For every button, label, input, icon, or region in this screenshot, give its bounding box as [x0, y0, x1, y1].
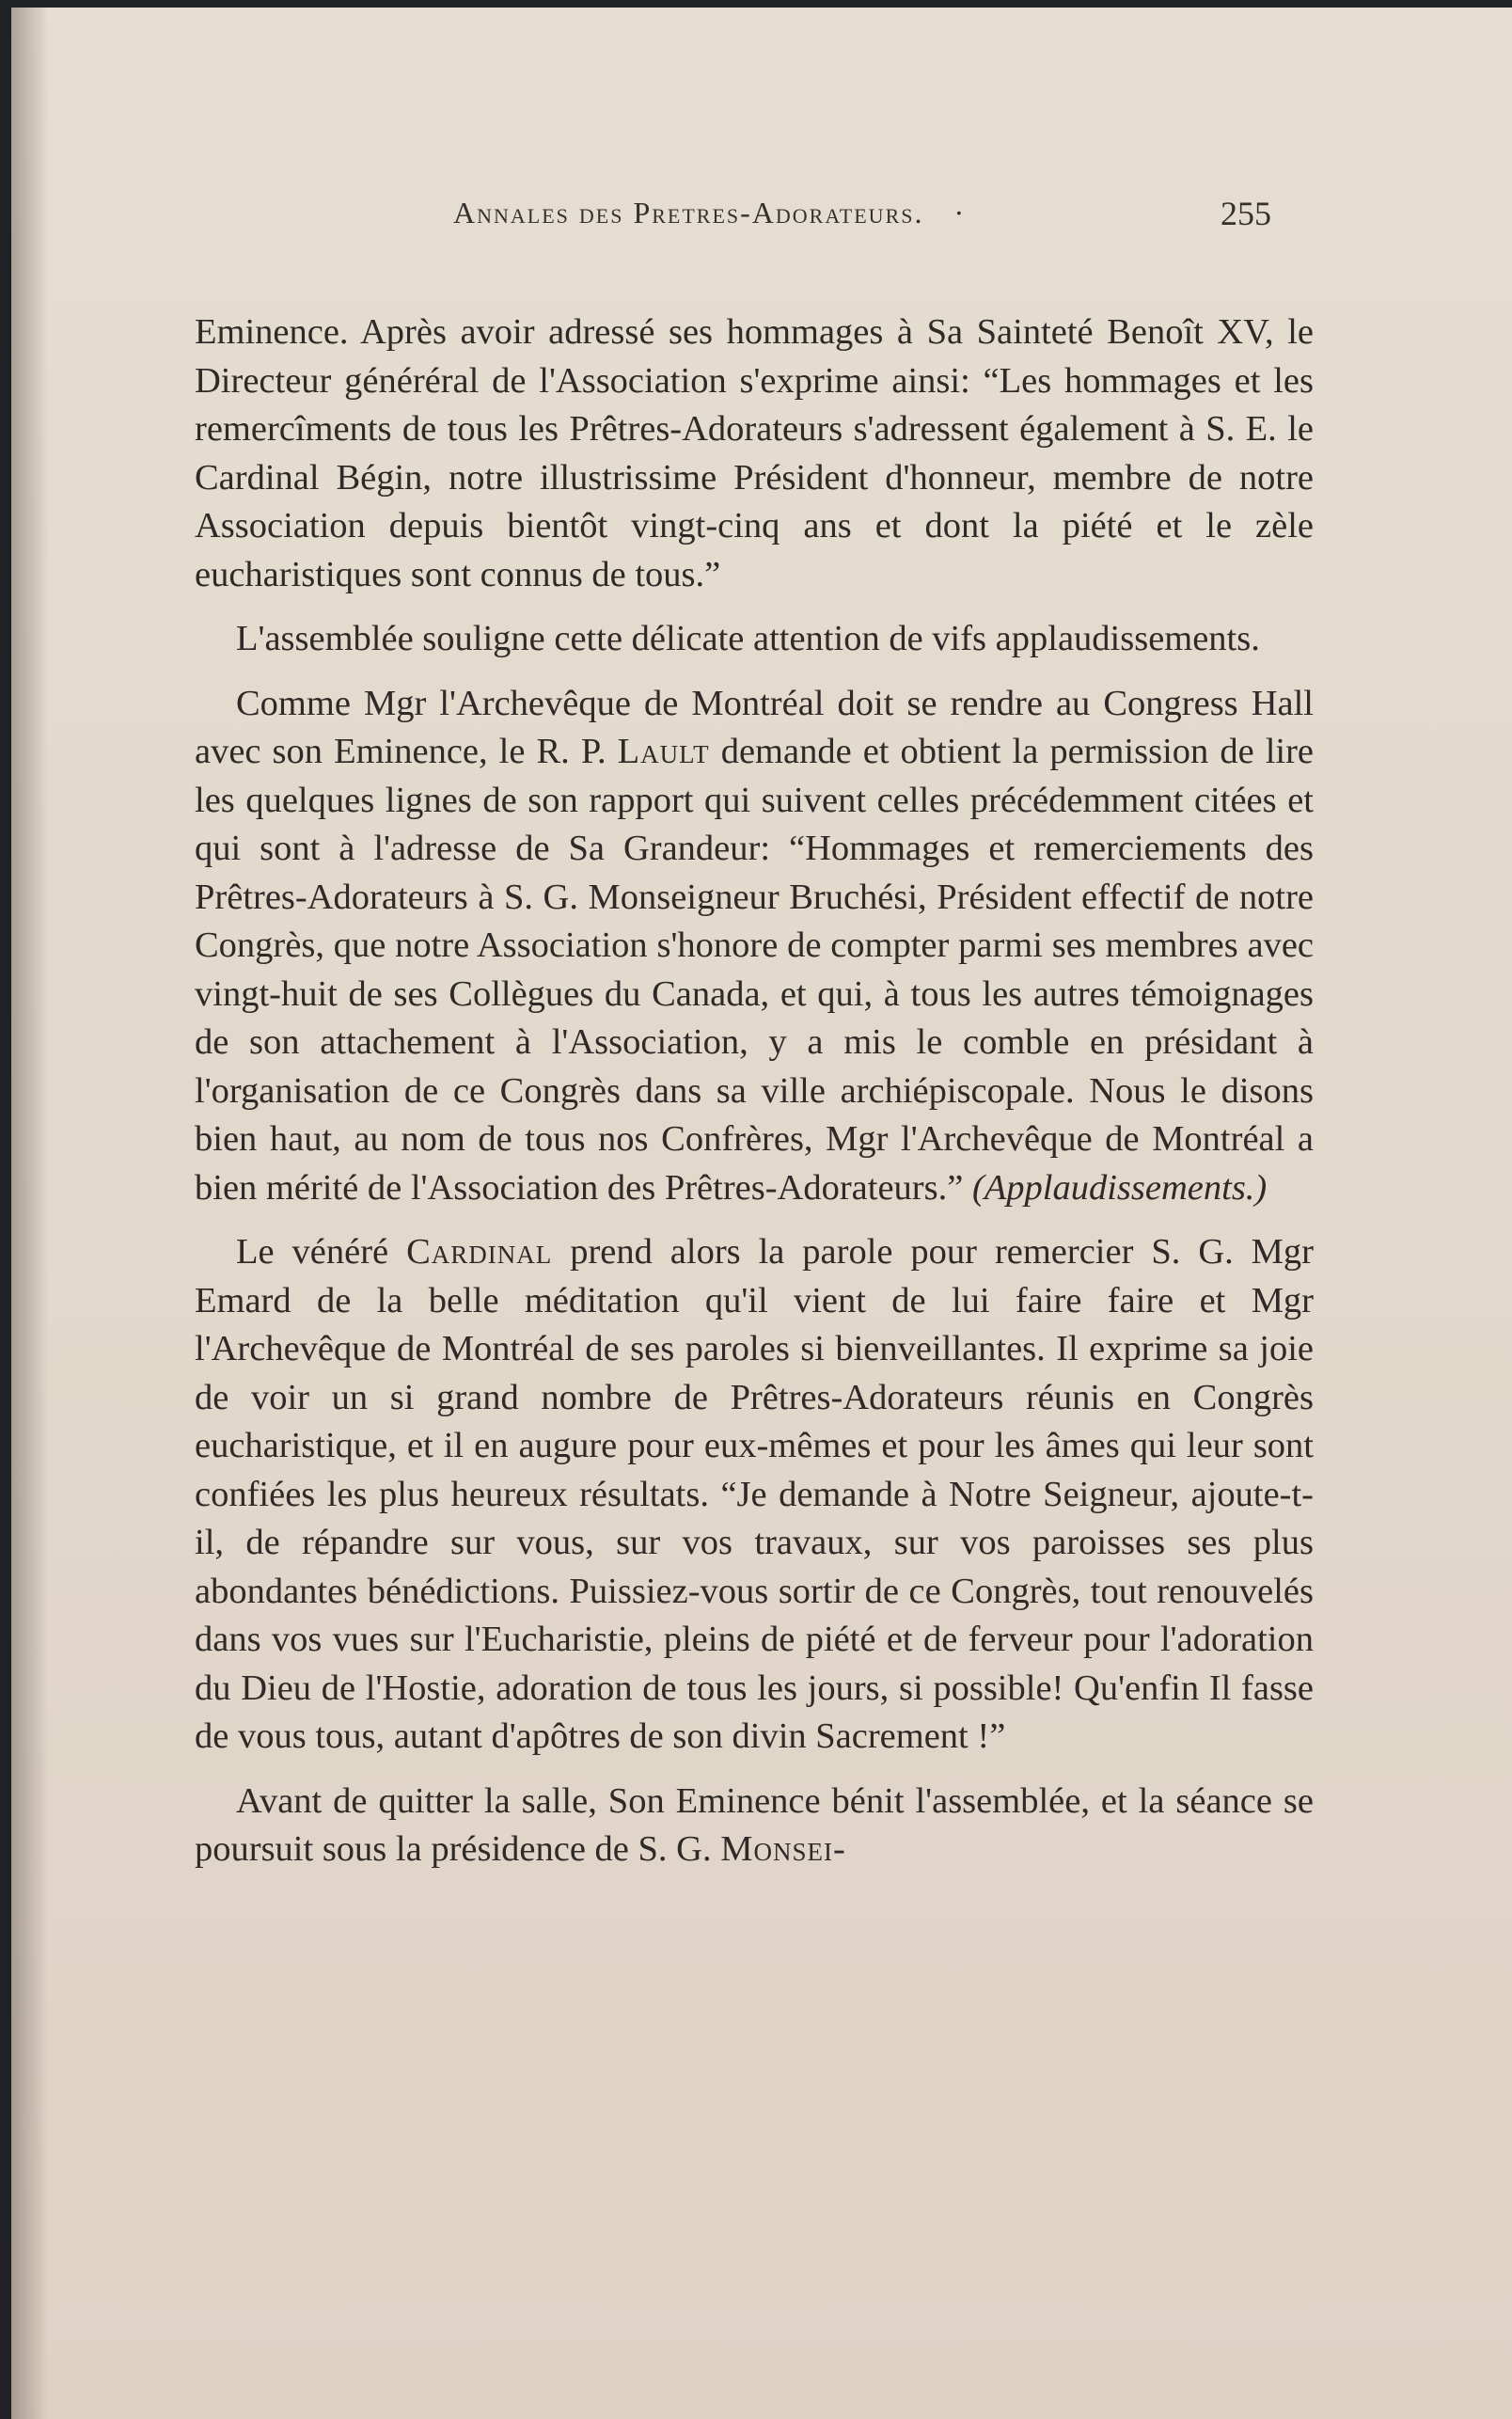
name-lault: Lault: [617, 732, 710, 771]
paragraph-3-text-b: demande et obtient la permission de lire les quelques lignes de son rapport qui suivent celles précédemment citées et qui sont à l'adresse de Sa Grandeur: “Hommages et remerciements des Prêtres-Adorateurs à S. G. Monseigneur Bruchési, Président effectif de notre Congrès, que notre Association s'honore de compter parmi ses membres avec vingt-huit de ses Collègues du Canada, et qui, à tous les autres témoignages de son attachement à l'Association, y a mis le comble en présidant à l'organisation de ce Congrès dans sa ville archiépiscopale. Nous le disons bien haut, au nom de tous nos Confrères, Mgr l'Archevêque de Montréal a bien mérité de l'Association des Prêtres-Adorateurs.”: [195, 732, 1315, 1208]
page-number: 255: [1221, 195, 1271, 232]
applause-note: (Applaudissements.): [971, 1167, 1268, 1208]
book-page: [11, 8, 1512, 2419]
body-text: [195, 308, 1314, 1890]
name-monseigneur: Monsei-: [720, 1829, 846, 1869]
paragraph-3: [195, 680, 1314, 1213]
name-cardinal: Cardinal: [406, 1232, 553, 1272]
paragraph-4: [195, 1228, 1314, 1762]
paragraph-1: Eminence. Après avoir adressé ses hommages à Sa Sainteté Benoît XV, le Directeur généréral de l'Association s'exprime ainsi: “Les hommages et les remercîments de tous les Prêtres-Adorateurs s'adressent également à S. E. le Cardinal Bégin, notre illustrissime Président d'honneur, membre de notre Association depuis bientôt vingt-cinq ans et dont la piété et le zèle eucharistiques sont connus de tous.”: [195, 312, 1314, 594]
running-head-separator: ·: [953, 196, 967, 229]
running-head: [453, 196, 966, 230]
paragraph-2: L'assemblée souligne cette délicate attention de vifs applaudissements.: [236, 619, 1260, 658]
paragraph-4-text-a: Le vénéré: [236, 1232, 407, 1272]
paragraph-3-text-a: Comme Mgr l'Archevêque de Montréal doit se rendre au Congress Hall avec son Eminence, le R. P.: [195, 683, 1314, 771]
paragraph-5: [195, 1778, 1314, 1874]
running-title: Annales des Pretres-Adorateurs.: [453, 196, 924, 229]
paragraph-5-text: Avant de quitter la salle, Son Eminence bénit l'assemblée, et la séance se poursuit sous la présidence de S. G.: [195, 1780, 1314, 1869]
paragraph-4-text-b: prend alors la parole pour remercier S. G. Mgr Emard de la belle méditation qu'il vient de lui faire faire et Mgr l'Archevêque de Montréal de ses paroles si bienveillantes. Il exprime sa joie de voir un si grand nombre de Prêtres-Adorateurs réunis en Congrès eucharistique, et il en augure pour eux-mêmes et pour les âmes qui leur sont confiées les plus heureux résultats. “Je demande à Notre Seigneur, ajoute-t-il, de répandre sur vous, sur vos travaux, sur vos paroisses ses plus abondantes bénédictions. Puissiez-vous sortir de ce Congrès, tout renouvelés dans vos vues sur l'Eucharistie, pleins de piété et de ferveur pour l'adoration du Dieu de l'Hostie, adoration de tous les jours, si possible! Qu'enfin Il fasse de vous tous, autant d'apôtres de son divin Sacrement !”: [195, 1232, 1314, 1756]
gutter-shadow: [11, 8, 49, 2419]
